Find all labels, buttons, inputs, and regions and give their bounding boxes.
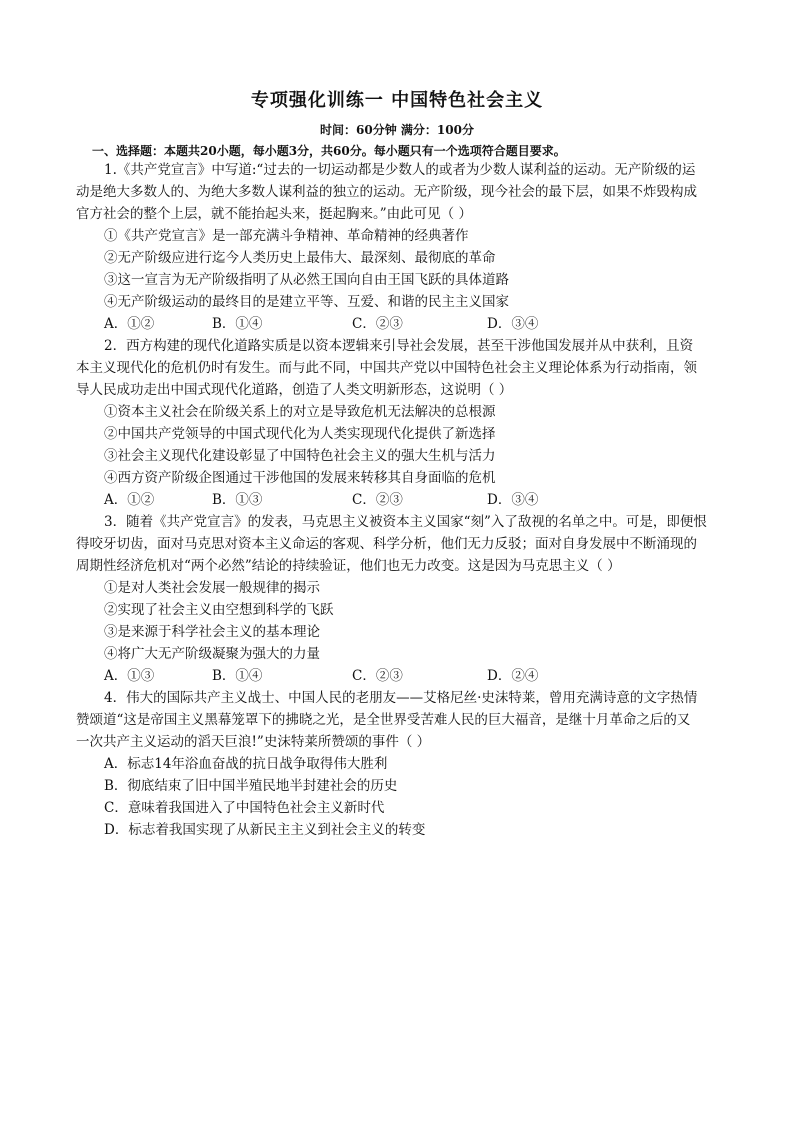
q2-item: ①资本主义社会在阶级关系上的对立是导致危机无法解决的总根源 [104,404,496,420]
option-d[interactable]: D．标志着我国实现了从新民主主义到社会主义的转变 [104,822,426,838]
option-d[interactable]: D．②④ [487,668,539,684]
q3-stem-line: 得咬牙切齿，面对马克思对资本主义命运的客观、科学分析，他们无力反驳；面对自身发展中不断涌现的 [76,536,697,552]
q4-stem-line: 赞颂道“这是帝国主义黑幕笼罩下的拂晓之光，是全世界受苦难人民的巨大福音，是继十月革命之后的又 [76,712,691,728]
option-d[interactable]: D．③④ [487,492,539,508]
option-a[interactable]: A．①③ [104,668,155,684]
q3-item: ④将广大无产阶级凝聚为强大的力量 [104,646,320,662]
option-b[interactable]: B．①④ [212,668,263,684]
q2-item: ②中国共产党领导的中国式现代化为人类实现现代化提供了新选择 [104,426,496,442]
q2-item: ④西方资产阶级企图通过干涉他国的发展来转移其自身面临的危机 [104,470,496,486]
q3-item: ②实现了社会主义由空想到科学的飞跃 [104,602,334,618]
q3-item: ③是来源于科学社会主义的基本理论 [104,624,320,640]
q2-stem-line: 本主义现代化的危机仍时有发生。而与此不同，中国共产党以中国特色社会主义理论体系为行动指南，领 [76,360,697,376]
option-b[interactable]: B．彻底结束了旧中国半殖民地半封建社会的历史 [104,778,398,794]
q2-item: ③社会主义现代化建设彰显了中国特色社会主义的强大生机与活力 [104,448,496,464]
page-title: 专项强化训练一 中国特色社会主义 [250,90,544,111]
q3-stem-line: 周期性经济危机对“两个必然”结论的持续验证，他们也无力改变。这是因为马克思主义（ ） [76,558,621,574]
exam-meta: 时间：60分钟 满分：100分 [320,123,474,137]
q2-stem-line: 导人民成功走出中国式现代化道路，创造了人类文明新形态，这说明（ ） [76,382,513,398]
q1-item: ①《共产党宣言》是一部充满斗争精神、革命精神的经典著作 [104,228,469,244]
option-c[interactable]: C．意味着我国进入了中国特色社会主义新时代 [104,800,385,816]
q1-options [104,314,724,334]
option-c[interactable]: C．②③ [352,668,403,684]
q2-options [104,490,724,510]
option-d[interactable]: D．③④ [487,316,539,332]
option-c[interactable]: C．②③ [352,492,403,508]
option-b[interactable]: B．①③ [212,492,263,508]
option-a[interactable]: A．①② [104,492,155,508]
option-a[interactable]: A．①② [104,316,155,332]
section-heading: 一、选择题：本题共20小题，每小题3分，共60分。每小题只有一个选项符合题目要求。 [92,144,566,158]
option-b[interactable]: B．①④ [212,316,263,332]
q1-stem-line: 动是绝大多数人的、为绝大多数人谋利益的独立的运动。无产阶级，现今社会的最下层，如果不炸毁构成 [76,184,697,200]
q1-item: ②无产阶级应进行迄今人类历史上最伟大、最深刻、最彻底的革命 [104,250,496,266]
q1-stem-line: 1.《共产党宣言》中写道:“过去的一切运动都是少数人的或者为少数人谋利益的运动。无产阶级的运 [104,162,696,178]
q4-stem-line: 一次共产主义运动的滔天巨浪!”史沫特莱所赞颂的事件（ ） [76,734,431,750]
option-a[interactable]: A．标志14年浴血奋战的抗日战争取得伟大胜利 [104,756,388,772]
q3-stem-line: 3．随着《共产党宣言》的发表，马克思主义被资本主义国家“刻”入了敌视的名单之中。可是，即便恨 [104,514,707,530]
q1-item: ③这一宣言为无产阶级指明了从必然王国向自由王国飞跃的具体道路 [104,272,509,288]
q3-options [104,666,724,686]
q4-stem-line: 4．伟大的国际共产主义战士、中国人民的老朋友——艾格尼丝·史沫特莱，曾用充满诗意的文字热情 [104,690,698,706]
q3-item: ①是对人类社会发展一般规律的揭示 [104,580,320,596]
q1-stem-line: 官方社会的整个上层，就不能抬起头来，挺起胸来。”由此可见（ ） [76,206,472,222]
q2-stem-line: 2．西方构建的现代化道路实质是以资本逻辑来引导社会发展，甚至干涉他国发展并从中获利，且资 [104,338,694,354]
option-c[interactable]: C．②③ [352,316,403,332]
q1-item: ④无产阶级运动的最终目的是建立平等、互爱、和谐的民主主义国家 [104,294,509,310]
